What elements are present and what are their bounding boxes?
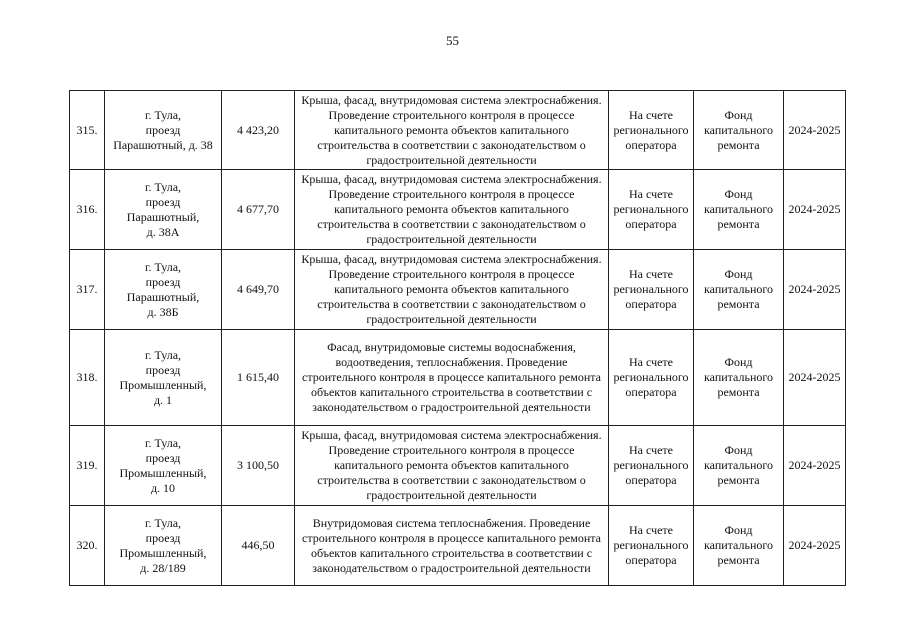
address-line: д. 38А [146, 224, 180, 239]
works-cell: Крыша, фасад, внутридомовая система электроснабжения. Проведение строительного контроля в процессе капитального ремонта объектов капитального строительства в соответствии с законодательством о градостроительной деятельности [295, 91, 609, 170]
address-line: Промышленный, [119, 377, 207, 392]
period-cell: 2024-2025 [784, 91, 846, 170]
address-line: г. Тула, [144, 515, 182, 530]
row-number: 318. [70, 330, 105, 426]
area-cell: 1 615,40 [222, 330, 295, 426]
period-cell: 2024-2025 [784, 330, 846, 426]
table-row [70, 91, 846, 170]
fund-cell: Фонд капитального ремонта [694, 250, 784, 330]
address-line: г. Тула, [144, 347, 182, 362]
address-line: Парашютный, [126, 209, 200, 224]
period-cell: 2024-2025 [784, 170, 846, 250]
area-cell: 446,50 [222, 506, 295, 586]
repair-schedule-table [69, 90, 846, 586]
address-line: Промышленный, [119, 465, 207, 480]
address-line: д. 1 [153, 392, 173, 407]
area-cell: 4 649,70 [222, 250, 295, 330]
address-line: Парашютный, д. 38 [113, 137, 213, 152]
account-cell: На счете регионального оператора [609, 330, 694, 426]
address-line: г. Тула, [144, 435, 182, 450]
address-line: г. Тула, [144, 259, 182, 274]
area-cell: 4 677,70 [222, 170, 295, 250]
works-cell: Внутридомовая система теплоснабжения. Проведение строительного контроля в процессе капитального ремонта объектов капитального строительства в соответствии с законодательством о градостроительной деятельности [295, 506, 609, 586]
table-row [70, 330, 846, 426]
period-cell: 2024-2025 [784, 506, 846, 586]
address-line: Парашютный, [126, 289, 200, 304]
account-cell: На счете регионального оператора [609, 170, 694, 250]
fund-cell: Фонд капитального ремонта [694, 426, 784, 506]
account-cell: На счете регионального оператора [609, 506, 694, 586]
address-cell [105, 330, 222, 426]
works-cell: Крыша, фасад, внутридомовая система электроснабжения. Проведение строительного контроля в процессе капитального ремонта объектов капитального строительства в соответствии с законодательством о градостроительной деятельности [295, 250, 609, 330]
account-cell: На счете регионального оператора [609, 250, 694, 330]
period-cell: 2024-2025 [784, 426, 846, 506]
table-row [70, 506, 846, 586]
address-cell [105, 170, 222, 250]
address-cell [105, 91, 222, 170]
table-row [70, 250, 846, 330]
address-cell [105, 506, 222, 586]
works-cell: Крыша, фасад, внутридомовая система электроснабжения. Проведение строительного контроля в процессе капитального ремонта объектов капитального строительства в соответствии с законодательством о градостроительной деятельности [295, 170, 609, 250]
row-number: 320. [70, 506, 105, 586]
row-number: 319. [70, 426, 105, 506]
area-cell: 4 423,20 [222, 91, 295, 170]
works-cell: Крыша, фасад, внутридомовая система электроснабжения. Проведение строительного контроля в процессе капитального ремонта объектов капитального строительства в соответствии с законодательством о градостроительной деятельности [295, 426, 609, 506]
area-cell: 3 100,50 [222, 426, 295, 506]
table-row [70, 170, 846, 250]
address-line: проезд [145, 274, 181, 289]
account-cell: На счете регионального оператора [609, 426, 694, 506]
address-line: проезд [145, 362, 181, 377]
address-line: д. 28/189 [140, 560, 186, 575]
address-line: проезд [145, 530, 181, 545]
period-cell: 2024-2025 [784, 250, 846, 330]
address-line: д. 10 [150, 480, 176, 495]
fund-cell: Фонд капитального ремонта [694, 330, 784, 426]
address-cell [105, 426, 222, 506]
works-cell: Фасад, внутридомовые системы водоснабжения, водоотведения, теплоснабжения. Проведение строительного контроля в процессе капитального ремонта объектов капитального строительства в соответствии с законодательством о градостроительной деятельности [295, 330, 609, 426]
address-line: проезд [145, 122, 181, 137]
fund-cell: Фонд капитального ремонта [694, 170, 784, 250]
address-line: г. Тула, [144, 107, 182, 122]
address-cell [105, 250, 222, 330]
row-number: 315. [70, 91, 105, 170]
row-number: 317. [70, 250, 105, 330]
page-number: 55 [446, 33, 459, 48]
account-cell: На счете регионального оператора [609, 91, 694, 170]
address-line: д. 38Б [147, 304, 179, 319]
row-number: 316. [70, 170, 105, 250]
address-line: Промышленный, [119, 545, 207, 560]
fund-cell: Фонд капитального ремонта [694, 91, 784, 170]
address-line: проезд [145, 194, 181, 209]
table-row [70, 426, 846, 506]
fund-cell: Фонд капитального ремонта [694, 506, 784, 586]
address-line: г. Тула, [144, 179, 182, 194]
address-line: проезд [145, 450, 181, 465]
